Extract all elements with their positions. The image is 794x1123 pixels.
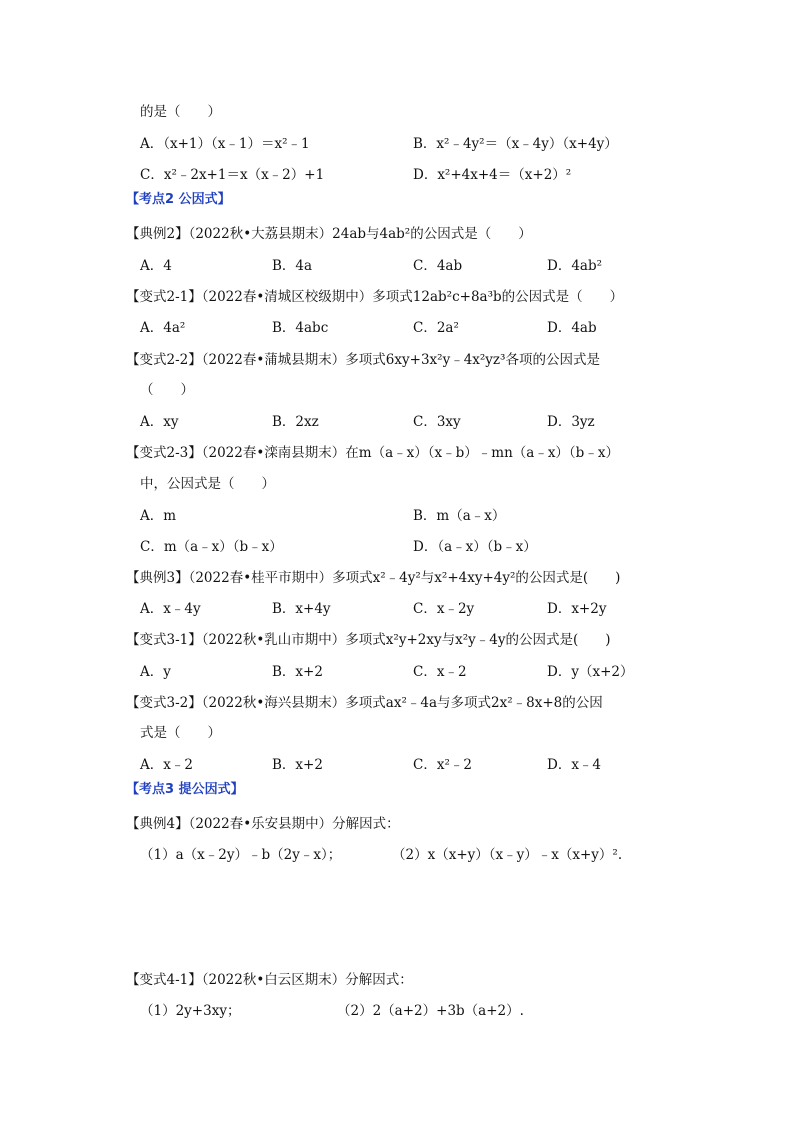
option-b: B．x+2 bbox=[272, 757, 323, 773]
option-a: A．x﹣4y bbox=[140, 601, 201, 617]
variant-2-2-continuation: （ ） bbox=[140, 382, 194, 398]
variant-3-2-continuation: 式是（ ） bbox=[140, 725, 221, 741]
option-d: D．y（x+2） bbox=[547, 664, 634, 680]
option-b: B．2xz bbox=[272, 414, 319, 430]
example-2: 【典例2】（2022秋•大荔县期末）24ab与4ab²的公因式是（ ） bbox=[126, 226, 532, 242]
option-d: D．x²+4x+4＝（x+2）² bbox=[413, 167, 572, 183]
subproblem-1: （1）a（x﹣2y）﹣b（2y﹣x）； bbox=[140, 847, 342, 863]
option-b: B．m（a﹣x） bbox=[413, 508, 506, 524]
option-c: C．3xy bbox=[413, 414, 461, 430]
subproblem-1: （1）2y+3xy； bbox=[140, 1003, 241, 1019]
option-d: D．x﹣4 bbox=[547, 757, 602, 773]
option-d: D．（a﹣x）（b﹣x） bbox=[413, 539, 537, 555]
option-b: B．4abc bbox=[272, 320, 329, 336]
option-d: D．4ab² bbox=[547, 258, 603, 274]
option-a: A．（x+1）（x﹣1）＝x²﹣1 bbox=[140, 136, 310, 152]
variant-3-1: 【变式3-1】（2022秋•乳山市期中）多项式x²y+2xy与x²y﹣4y的公因式是( ) bbox=[126, 632, 611, 648]
option-c: C．m（a﹣x）（b﹣x） bbox=[140, 539, 283, 555]
subproblem-2: （2）x（x+y）（x﹣y）﹣x（x+y）². bbox=[392, 847, 623, 863]
option-d: D．x+2y bbox=[547, 601, 607, 617]
option-d: D．3yz bbox=[547, 414, 595, 430]
option-a: A．y bbox=[140, 664, 171, 680]
section-heading-2: 【考点2 公因式】 bbox=[126, 192, 231, 207]
subproblem-2: （2）2（a+2）+3b（a+2）. bbox=[337, 1003, 524, 1019]
option-a: A．xy bbox=[140, 414, 179, 430]
option-c: C．x﹣2y bbox=[413, 601, 475, 617]
option-c: C．x﹣2 bbox=[413, 664, 467, 680]
variant-2-1: 【变式2-1】（2022春•清城区校级期中）多项式12ab²c+8a³b的公因式是（ ） bbox=[126, 289, 624, 305]
option-d: D．4ab bbox=[547, 320, 597, 336]
option-c: C．4ab bbox=[413, 258, 463, 274]
example-4: 【典例4】（2022春•乐安县期中）分解因式： bbox=[126, 816, 400, 832]
option-c: C．2a² bbox=[413, 320, 459, 336]
option-b: B．x+4y bbox=[272, 601, 331, 617]
variant-4-1: 【变式4-1】（2022秋•白云区期末）分解因式： bbox=[126, 972, 413, 988]
option-c: C．x²﹣2x+1＝x（x﹣2）+1 bbox=[140, 167, 325, 183]
option-a: A．x﹣2 bbox=[140, 757, 193, 773]
example-3: 【典例3】（2022春•桂平市期中）多项式x²﹣4y²与x²+4xy+4y²的公因式是( ) bbox=[126, 570, 621, 586]
option-c: C．x²﹣2 bbox=[413, 757, 472, 773]
option-b: B．x²﹣4y²＝（x﹣4y）（x+4y） bbox=[413, 136, 618, 152]
variant-2-3-continuation: 中，公因式是（ ） bbox=[140, 476, 275, 492]
option-b: B．4a bbox=[272, 258, 313, 274]
option-a: A．m bbox=[140, 508, 177, 524]
variant-2-3: 【变式2-3】（2022春•滦南县期末）在m（a﹣x）（x﹣b）﹣mn（a﹣x）（b﹣x） bbox=[126, 445, 619, 461]
option-a: A．4 bbox=[140, 258, 172, 274]
section-heading-3: 【考点3 提公因式】 bbox=[126, 782, 244, 797]
option-a: A．4a² bbox=[140, 320, 186, 336]
option-b: B．x+2 bbox=[272, 664, 323, 680]
variant-3-2: 【变式3-2】（2022秋•海兴县期末）多项式ax²﹣4a与多项式2x²﹣8x+8的公因 bbox=[126, 695, 603, 711]
question-continuation: 的是（ ） bbox=[140, 104, 221, 120]
variant-2-2: 【变式2-2】（2022春•蒲城县期末）多项式6xy+3x²y﹣4x²yz³各项的公因式是 bbox=[126, 352, 600, 368]
